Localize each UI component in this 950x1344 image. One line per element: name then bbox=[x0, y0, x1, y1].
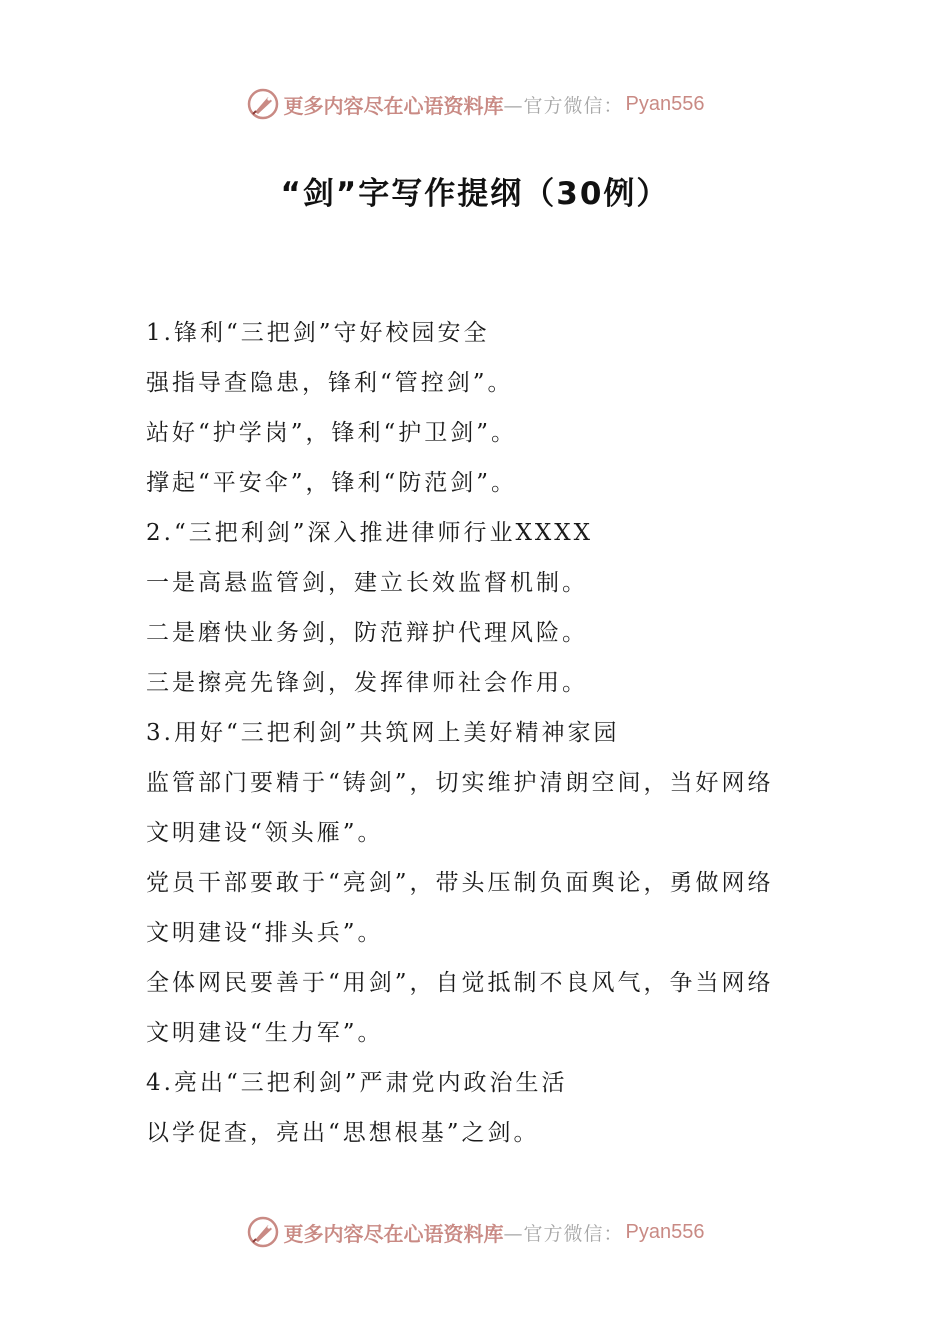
watermark-separator: —官方微信： bbox=[503, 1222, 624, 1245]
paragraph-line: 监管部门要精于“铸剑”，切实维护清朗空间，当好网络 bbox=[146, 770, 774, 796]
watermark-id: Pyan556 bbox=[625, 1220, 705, 1243]
document-body bbox=[146, 308, 810, 1158]
pen-nib-circle-icon bbox=[246, 1215, 280, 1249]
paragraph-line: 党员干部要敢于“亮剑”，带头压制负面舆论，勇做网络 bbox=[146, 870, 774, 896]
paragraph-line: 文明建设“领头雁”。 bbox=[146, 820, 384, 846]
paragraph-line: 站好“护学岗”，锋利“护卫剑”。 bbox=[146, 420, 518, 446]
heading-3: 3.用好“三把利剑”共筑网上美好精神家园 bbox=[146, 720, 620, 746]
pen-nib-circle-icon bbox=[246, 87, 280, 121]
heading-1: 1.锋利“三把剑”守好校园安全 bbox=[146, 320, 490, 346]
heading-2: 2.“三把利剑”深入推进律师行业XXXX bbox=[146, 520, 593, 546]
paragraph-line: 以学促查，亮出“思想根基”之剑。 bbox=[146, 1120, 540, 1146]
paragraph-line: 文明建设“排头兵”。 bbox=[146, 920, 384, 946]
paragraph-line: 撑起“平安伞”，锋利“防范剑”。 bbox=[146, 470, 518, 496]
watermark-separator: —官方微信： bbox=[503, 94, 624, 117]
header-watermark bbox=[0, 84, 950, 124]
watermark-id: Pyan556 bbox=[625, 92, 705, 115]
paragraph-line: 文明建设“生力军”。 bbox=[146, 1020, 384, 1046]
paragraph-line: 全体网民要善于“用剑”，自觉抵制不良风气，争当网络 bbox=[146, 970, 774, 996]
watermark-site: 更多内容尽在心语资料库 bbox=[283, 93, 504, 118]
heading-4: 4.亮出“三把利剑”严肃党内政治生活 bbox=[146, 1070, 568, 1096]
watermark-site: 更多内容尽在心语资料库 bbox=[283, 1221, 504, 1246]
page-title: “剑”字写作提纲（30例） bbox=[280, 176, 670, 212]
paragraph-line: 三是擦亮先锋剑，发挥律师社会作用。 bbox=[146, 670, 588, 696]
paragraph-line: 二是磨快业务剑，防范辩护代理风险。 bbox=[146, 620, 588, 646]
paragraph-line: 一是高悬监管剑，建立长效监督机制。 bbox=[146, 570, 588, 596]
footer-watermark bbox=[0, 1212, 950, 1252]
paragraph-line: 强指导查隐患，锋利“管控剑”。 bbox=[146, 370, 514, 396]
